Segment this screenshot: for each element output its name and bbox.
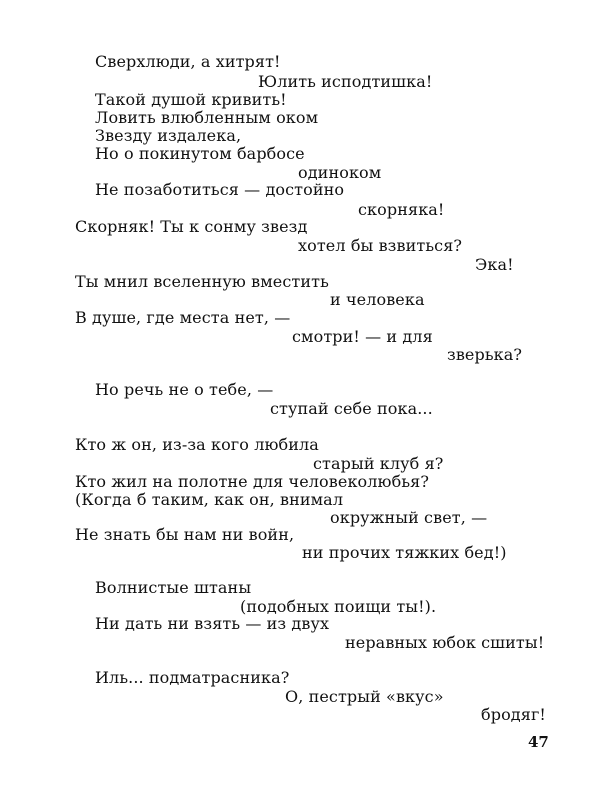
poem-line: Юлить исподтишка! (258, 72, 433, 91)
poem-line: ступай себе пока... (270, 399, 433, 418)
poem-line: бродяг! (481, 705, 546, 724)
poem-line: и человека (330, 290, 425, 309)
poem-line: Скорняк! Ты к сонму звезд (75, 217, 308, 236)
poem-line: неравных юбок сшиты! (345, 633, 545, 652)
poem-line: скорняка! (358, 200, 445, 219)
poem-line: зверька? (447, 345, 523, 364)
poem-line: (подобных поищи ты!). (240, 597, 437, 616)
poem-line: Кто жил на полотне для человеколюбья? (75, 472, 429, 491)
poem-line: О, пестрый «вкус» (285, 687, 444, 706)
poem-line: Такой душой кривить! (95, 90, 287, 109)
poem-line: Но о покинутом барбосе (95, 144, 305, 163)
poem-line: Ловить влюбленным оком (95, 108, 319, 127)
poem-line: одиноком (298, 163, 382, 182)
poem-line: смотри! — и для (292, 327, 433, 346)
poem-line: Ты мнил вселенную вместить (75, 272, 329, 291)
poem-line: Звезду издалека, (95, 126, 242, 145)
poem-line: Ни дать ни взять — из двух (95, 614, 330, 633)
poem-line: Кто ж он, из-за кого любила (75, 435, 319, 454)
poem-line: Не позаботиться — достойно (95, 180, 345, 199)
poem-line: Но речь не о тебе, — (95, 380, 274, 399)
poem-line: Сверхлюди, а хитрят! (95, 52, 281, 71)
poem-line: старый клуб я? (313, 454, 444, 473)
poem-line: Иль... подматрасника? (95, 668, 290, 687)
poem-line: Эка! (475, 255, 514, 274)
poem-line: (Когда б таким, как он, внимал (75, 490, 344, 509)
page-number: 47 (528, 733, 549, 751)
poem-line: ни прочих тяжких бед!) (302, 543, 507, 562)
poem-line: хотел бы взвиться? (298, 236, 463, 255)
poem-line: окружный свет, — (330, 508, 488, 527)
poem-line: Не знать бы нам ни войн, (75, 525, 295, 544)
poem-line: Волнистые штаны (95, 578, 252, 597)
poem-line: В душе, где места нет, — (75, 308, 291, 327)
